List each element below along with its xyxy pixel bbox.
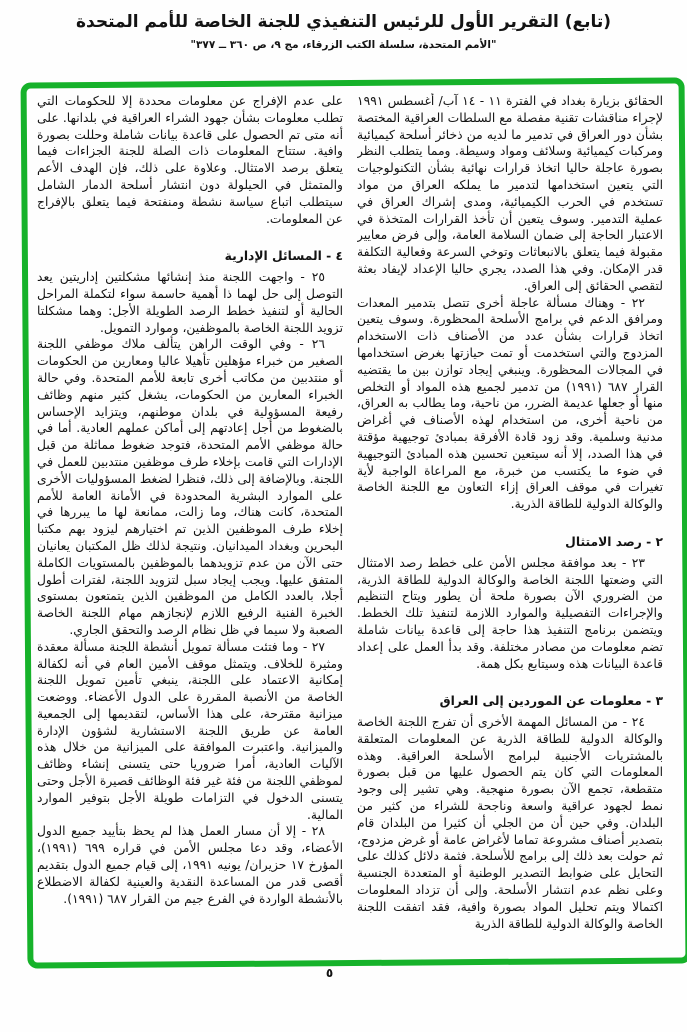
para-27: ٢٧ - وما فتئت مسألة تمويل أنشطة اللجنة مسألة معقدة ومثيرة للخلاف. ويتمثل موقف الأمين العام في أنه لكفالة إمكانية الاعتماد على اللجنة، ينبغي تأمين تمويل اللجنة الخاصة من الأنصبة المقررة على الدول الأعضاء. ووضعت ميزانية مقترحة، على هذا الأساس، لتقديمها إلى الجمعية العامة عن طريق اللجنة الاستشارية لشؤون الإدارة والميزانية. واعتبرت الموافقة على الميزانية من خلال هذه الآليات العادية، أمرا ضروريا حتى يتسنى إنشاء وظائف لموظفي اللجنة من فئة غير فئة الوظائف قصيرة الأجل وحتى يتسنى الدخول في التزامات طويلة الأجل بتوفير الموارد المالية. — [37, 639, 343, 822]
para-23: ٢٣ - بعد موافقة مجلس الأمن على خطط رصد الامتثال التي وضعتها اللجنة الخاصة والوكالة الدولية للطاقة الذرية، من الضروري الآن بصورة ملحة أن يطور ويتاح التنظيم والإجراءات التفصيلية والموارد اللازمة لتنفيذ تلك الخطط. ويتضمن برنامج التنفيذ هذا حاجة إلى قاعدة بيانات شاملة تضم معلومات من مصادر مختلفة. وقد بدأ العمل على إعداد قاعدة البيانات هذه وسيتابع بكل همة. — [357, 555, 663, 671]
para-28: ٢٨ - إلا أن مسار العمل هذا لم يحظ بتأييد جميع الدول الأعضاء، وقد دعا مجلس الأمن في قراره ٦٩٩ (١٩٩١)، المؤرخ ١٧ حزيران/ يونيه ١٩٩١، إلى قيام جميع الدول بتقديم أقصى قدر من المساعدة النقدية والعينية لكفالة الاضطلاع بالأنشطة الواردة في الفرع جيم من القرار ٦٨٧ (١٩٩١). — [37, 824, 343, 906]
section-heading-3-suppliers-info: ٣ - معلومات عن الموردين إلى العراق — [439, 694, 663, 709]
section-heading-2-compliance-monitoring: ٢ - رصد الامتثال — [565, 534, 663, 549]
page-number: ٥ — [325, 966, 334, 980]
page-citation: "الأمم المتحدة، سلسلة الكتب الزرقاء، مج ٩، ص ٣٦٠ ــ ٣٧٧" — [190, 39, 497, 51]
page-header — [0, 12, 687, 51]
document-columns — [37, 93, 663, 945]
para-24-continuation: على عدم الإفراج عن معلومات محددة إلا للحكومات التي تطلب معلومات بشأن جهود الشراء العراقية في بلدانها. على أنه متى تم الحصول على قاعدة بيانات شاملة وحللت بصورة وافية. ستتاح المعلومات ذات الصلة للجنة الجزاءات فيما يتعلق برصد الامتثال. وعلاوة على ذلك، فإن الهدف الأعم والمتمثل في الحيلولة دون انتشار أسلحة الدمار الشامل سيتطلب اتباع سياسة نشطة ومنفتحة فيما يتعلق بالإفراج عن المعلومات. — [37, 94, 343, 226]
column-left — [37, 93, 343, 945]
para-24: ٢٤ - من المسائل المهمة الأخرى أن تفرج اللجنة الخاصة والوكالة الدولية للطاقة الذرية عن المعلومات المتعلقة بالمشتريات الأجنبية لبرامج الأسلحة العراقية. وهذه المعلومات التي كان يتم الحصول عليها من قبل بصورة متقطعة، تجمع الآن بصورة منهجية. وهي تشير إلى وجود نمط لجهود عراقية واسعة وناجحة للشراء من كثير من البلدان. وفي حين أن من الجلي أن كثيرا من البلدان قام بتصدير أصناف مشروعة تماما لأغراض عامة أو غرض مزدوج، ثم حولت بعد ذلك إلى برامج للأسلحة. فثمة دلائل كذلك على التحايل على ضوابط التصدير الوطنية أو المتعددة الجنسية وعلى نظم عدم انتشار الأسلحة. وإلى أن تزداد المعلومات اكتمالا ويتم تحليل المواد بصورة وافية، فقد اتفقت اللجنة الخاصة والوكالة الدولية للطاقة الذرية — [357, 715, 663, 931]
para-chemical-destruction-continuation: الحقائق بزيارة بغداد في الفترة ١١ - ١٤ آب/ أغسطس ١٩٩١ لإجراء مناقشات تقنية مفصلة مع السلطات العراقية المختصة بشأن دور العراق في تدمير ما لديه من ذخائر أسلحة كيميائية ومركبات كيميائية وسلائف ومواد وسيطة. ومما يتطلب النظر بصورة عاجلة حاليا اتخاذ قرارات نهائية بشأن التكنولوجيات التي يتعين استخدامها لتدمير ما يملكه العراق من مواد تستخدم في الحرب الكيميائية، ومدى إشراك العراق في عملية التدمير. وسوف يتعين أن تأخذ القرارات المتخذة في الاعتبار الحاجة إلى ضمان السلامة العامة، وإلى فرض معايير مقبولة فيما يتعلق بالانبعاثات وتوخي السرعة وفعالية التكلفة قدر الإمكان. وفي هذا الصدد، يجري حاليا الإعداد لإيفاد بعثة لتقصي الحقائق إلى العراق. — [357, 94, 663, 293]
para-26: ٢٦ - وفي الوقت الراهن يتألف ملاك موظفي اللجنة الصغير من خبراء مؤهلين تأهيلا عاليا ومعارين من الحكومات أو منتدبين من مكاتب أخرى تابعة للأمم المتحدة. وفي حالة الخبراء المعارين من الحكومات، يشغل كثير منهم وظائف رفيعة المسؤولية في بلدان موطنهم، ويتزايد الإحساس بالضغوط من أجل إعادتهم إلى أماكن عملهم العادية. أما في حالة موظفي الأمم المتحدة، فتوجد ضغوط مماثلة من قبل الإدارات التي قامت بإخلاء طرف موظفين منتدبين للعمل في اللجنة. وبالإضافة إلى ذلك، فنظرا لضغط المسؤوليات الأخرى على الموارد البشرية المحدودة في الأمانة العامة للأمم المتحدة، كانت هناك، وما زالت، ممانعة لها ما يبررها في إخلاء طرف الموظفين الذين تم اختيارهم ليزود بهم مكتبا البحرين وبغداد الميدانيان. ونتيجة لذلك ظل المكتبان يعانيان حتى الآن من عدم تزويدهما بالموظفين بالمستويات الكاملة المتفق عليها. ويجب إيجاد سبل لتزويد اللجنة، لفترات أطول أجلا، بالعدد الكامل من الموظفين الذين يتمتعون بمستوى الخبرة الفنية الرفيع اللازم لإنجازهم مهام اللجنة الخاصة الصعبة ولا سيما في ظل نظام الرصد والتحقق الجاري. — [37, 337, 343, 637]
para-25: ٢٥ - واجهت اللجنة منذ إنشائها مشكلتين إداريتين يعد التوصل إلى حل لهما ذا أهمية حاسمة سواء لتكملة المراحل الحالية أو لتنفيذ خطط الرصد الطويلة الأجل: وهما مشكلتا تزويد اللجنة الخاصة بالموظفين، وموارد التمويل. — [37, 270, 343, 335]
column-right — [357, 93, 663, 945]
section-heading-4-administrative-issues: ٤ - المسائل الإدارية — [224, 249, 343, 264]
para-22: ٢٢ - وهناك مسألة عاجلة أخرى تتصل بتدمير المعدات ومرافق الدعم في برامج الأسلحة المحظورة. وسوف يتعين اتخاذ قرارات بشأن عدد من الأصناف ذات الاستخدام المزدوج والتي استخدمت أو تمت حيازتها بغرض استخدامها في المجالات المحظورة. وينبغي إيجاد توازن بين ما يقتضيه القرار ٦٨٧ (١٩٩١) من تدمير لجميع هذه المواد أو التخلص منها أو جعلها عديمة الضرر، من ناحية، وما يطالب به العراق، من ناحية أخرى، من استخدام لهذه الأصناف في أغراض مدنية وسلمية. وقد زود قادة الأفرقة بمبادئ توجيهية مؤقتة في هذا الصدد، إلا أنه سيتعين تحسين هذه المبادئ التوجيهية في ضوء ما يكتسب من خبرة، مع المراعاة الواجبة لأية تغيرات في موقف العراق إزاء التعاون مع اللجنة الخاصة والوكالة الدولية للطاقة الذرية. — [357, 295, 663, 512]
page-title: (تابع) التقرير الأول للرئيس التنفيذي للجنة الخاصة للأمم المتحدة — [75, 12, 612, 32]
